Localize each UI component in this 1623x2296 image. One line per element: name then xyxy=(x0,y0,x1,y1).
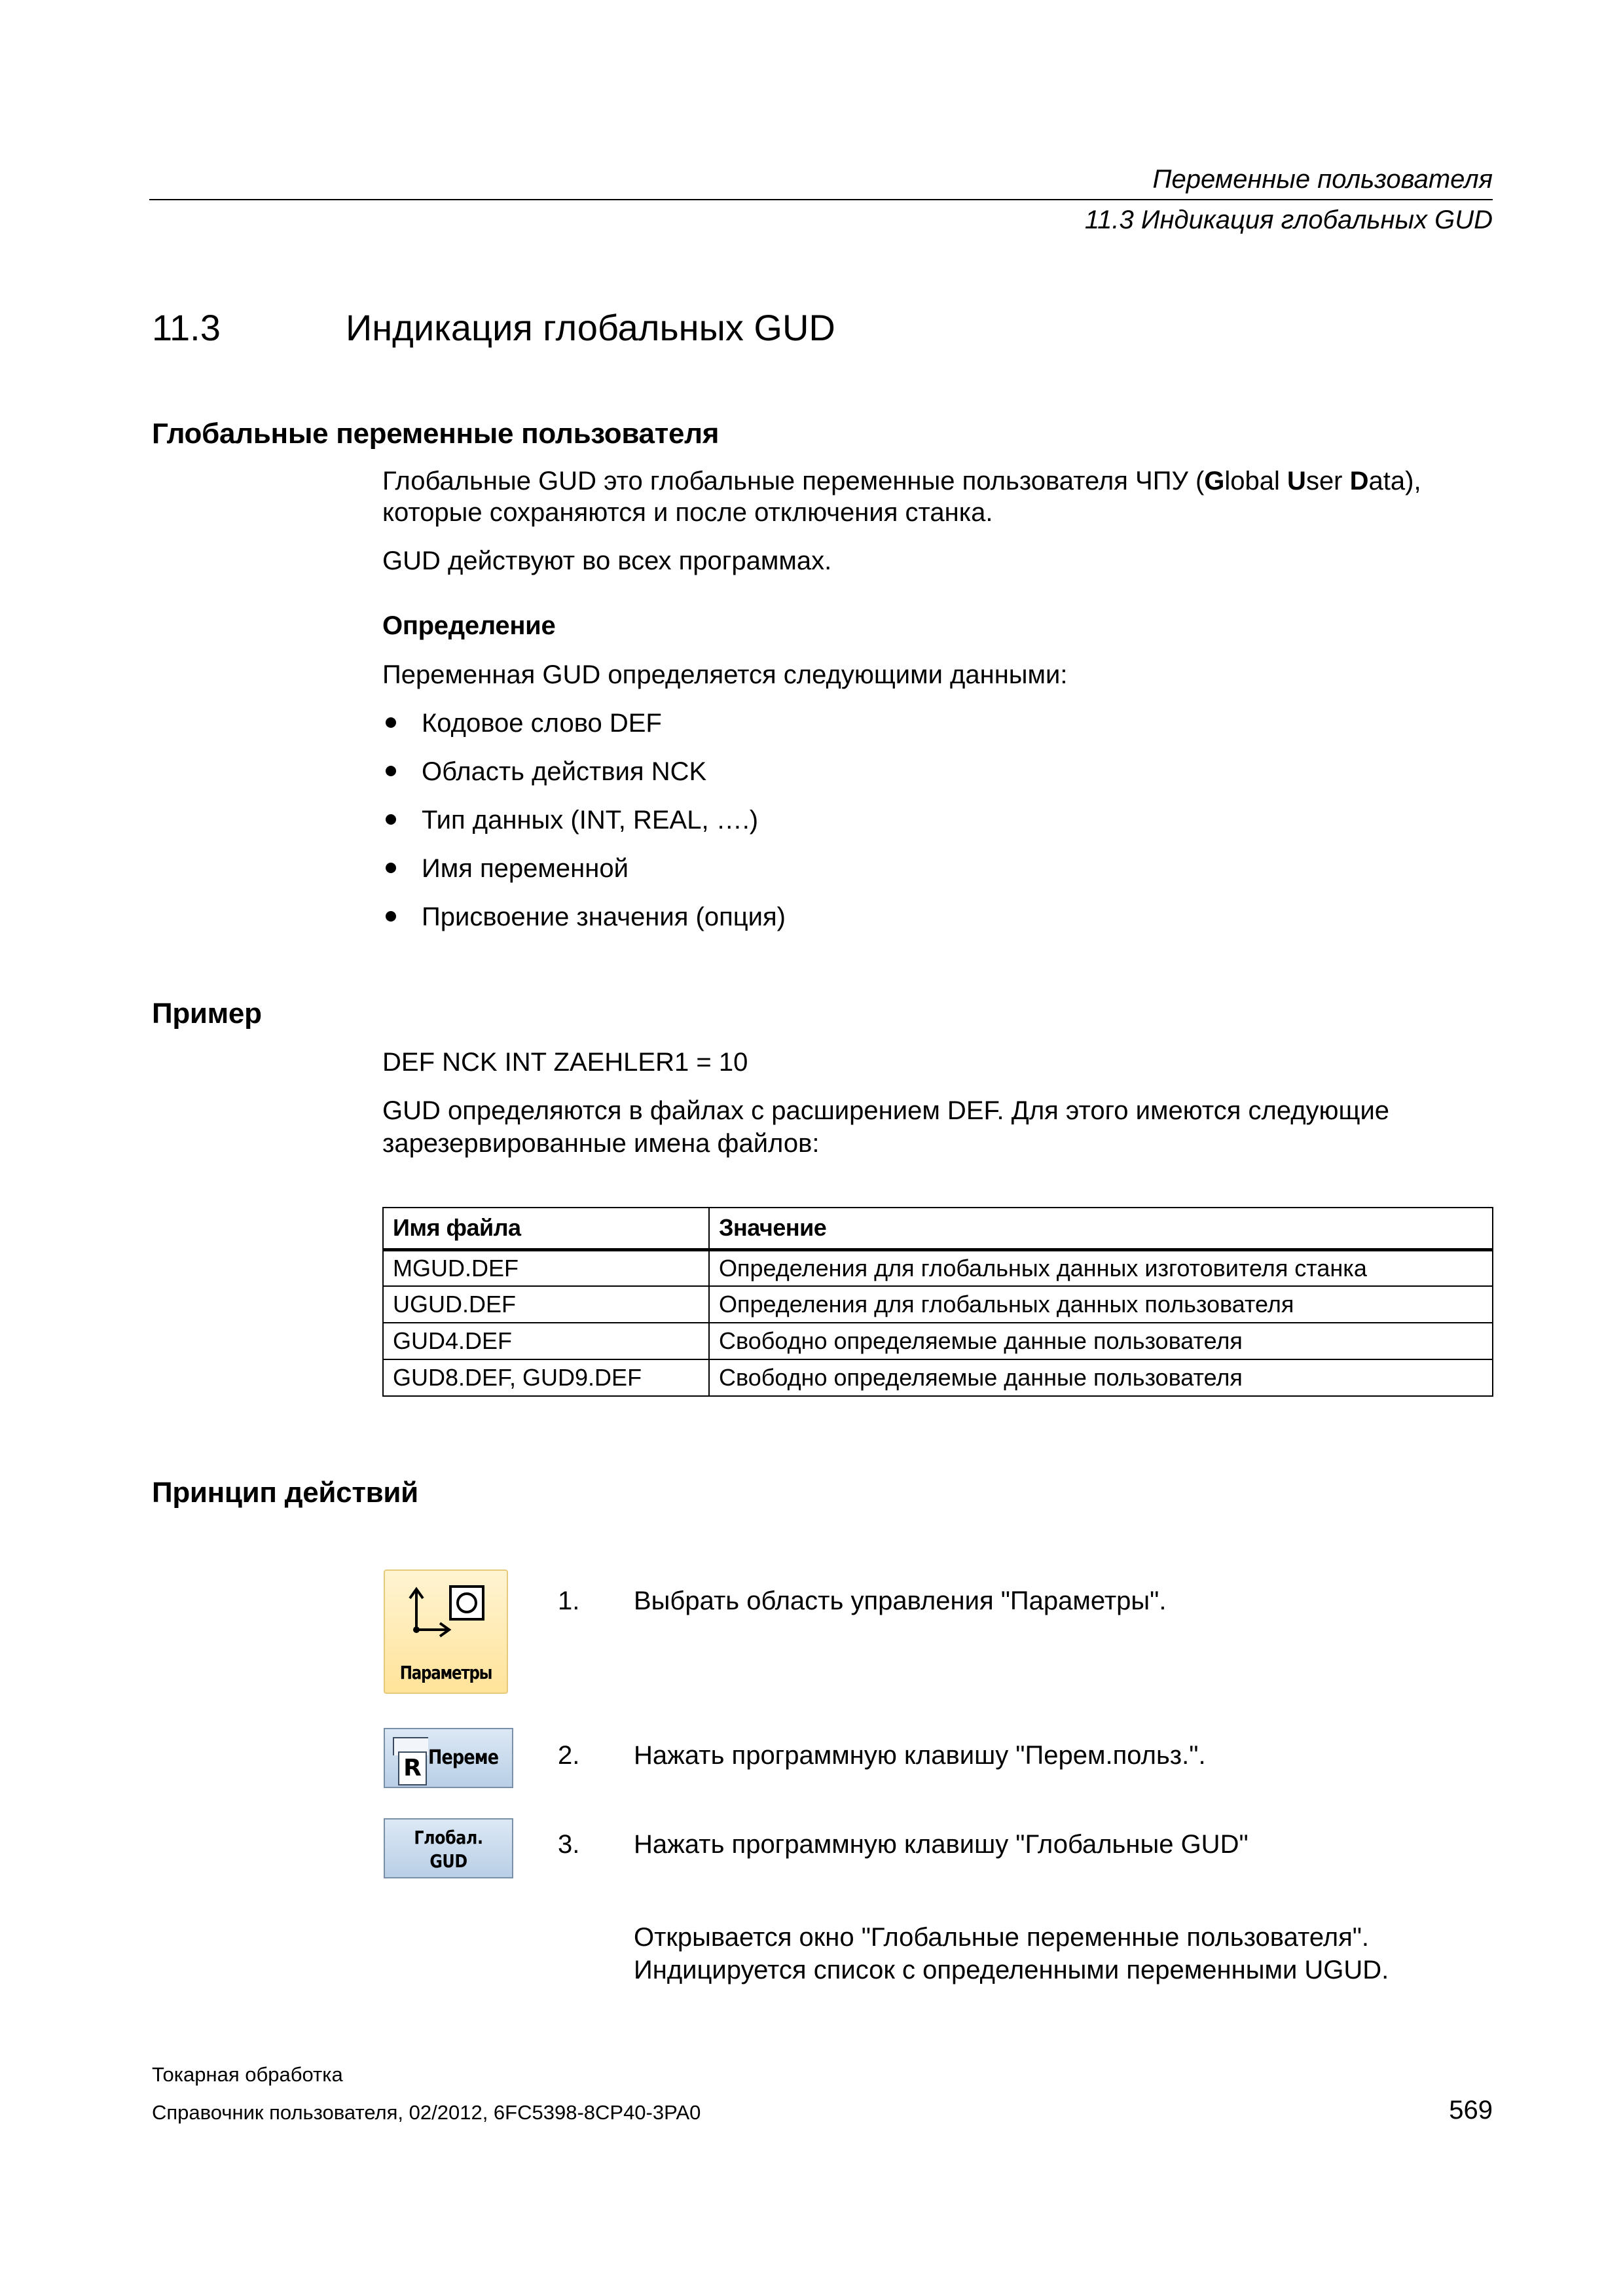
table-header-filename: Имя файла xyxy=(383,1208,709,1249)
footer-manual-info: Справочник пользователя, 02/2012, 6FC5398-8CP40-3PA0 xyxy=(152,2101,701,2124)
list-item: Область действия NCK xyxy=(422,757,707,786)
bullet-dot xyxy=(386,766,396,776)
parameters-softkey[interactable] xyxy=(384,1570,508,1694)
table-cell: Определения для глобальных данных пользователя xyxy=(709,1286,1493,1323)
bullet-dot xyxy=(386,814,396,825)
table-header-meaning: Значение xyxy=(709,1208,1493,1249)
table-cell: UGUD.DEF xyxy=(383,1286,709,1323)
result-line1: Открывается окно "Глобальные переменные пользователя". xyxy=(634,1923,1370,1952)
step-number: 1. xyxy=(558,1587,580,1615)
example-paragraph-line1: GUD определяются в файлах с расширением DEF. Для этого имеются следующие xyxy=(382,1096,1390,1125)
step-text: Выбрать область управления "Параметры". xyxy=(634,1587,1167,1615)
step-number: 2. xyxy=(558,1741,580,1770)
page-number: 569 xyxy=(1449,2096,1493,2125)
r-variable-icon: R xyxy=(398,1751,427,1785)
heading-example: Пример xyxy=(152,997,262,1030)
user-variables-softkey[interactable] xyxy=(384,1728,513,1788)
list-item: Тип данных (INT, REAL, ….) xyxy=(422,806,759,834)
global-gud-softkey[interactable] xyxy=(384,1818,513,1878)
footer-product: Токарная обработка xyxy=(152,2063,343,2086)
section-number: 11.3 xyxy=(152,307,221,348)
table-row xyxy=(383,1286,1493,1323)
table-cell: MGUD.DEF xyxy=(383,1249,709,1286)
gud-files-table xyxy=(382,1207,1493,1397)
bullet-dot xyxy=(386,911,396,922)
gud-scope-paragraph: GUD действуют во всех программах. xyxy=(382,547,832,575)
bullet-dot xyxy=(386,863,396,873)
table-cell: Свободно определяемые данные пользователя xyxy=(709,1359,1493,1396)
example-paragraph-line2: зарезервированные имена файлов: xyxy=(382,1129,820,1158)
intro-paragraph-line2: которые сохраняются и после отключения станка. xyxy=(382,498,993,527)
step-number: 3. xyxy=(558,1830,580,1859)
list-item: Присвоение значения (опция) xyxy=(422,903,786,931)
table-cell: Определения для глобальных данных изготовителя станка xyxy=(709,1249,1493,1286)
bullet-dot xyxy=(386,717,396,728)
running-header-section: 11.3 Индикация глобальных GUD xyxy=(1084,206,1493,234)
page-title: Индикация глобальных GUD xyxy=(346,307,835,348)
table-header-row xyxy=(383,1208,1493,1249)
global-gud-softkey-label: Глобал. GUD xyxy=(414,1827,483,1872)
intro-paragraph-line1: Глобальные GUD это глобальные переменные пользователя ЧПУ (Global User Data), xyxy=(382,467,1421,495)
table-row xyxy=(383,1359,1493,1396)
user-variables-softkey-label: Переме xyxy=(428,1746,499,1769)
step-text: Нажать программную клавишу "Глобальные GUD" xyxy=(634,1830,1249,1859)
definition-intro: Переменная GUD определяется следующими данными: xyxy=(382,660,1068,689)
table-row xyxy=(383,1323,1493,1359)
header-rule xyxy=(149,199,1493,200)
parameters-softkey-label: Параметры xyxy=(399,1662,492,1683)
table-cell: GUD8.DEF, GUD9.DEF xyxy=(383,1359,709,1396)
step-text: Нажать программную клавишу "Перем.польз.". xyxy=(634,1741,1206,1770)
heading-procedure: Принцип действий xyxy=(152,1477,418,1509)
table-row xyxy=(383,1249,1493,1286)
heading-global-variables: Глобальные переменные пользователя xyxy=(152,418,720,450)
table-cell: Свободно определяемые данные пользователя xyxy=(709,1323,1493,1359)
parameters-icon xyxy=(405,1583,490,1641)
result-line2: Индицируется список с определенными переменными UGUD. xyxy=(634,1956,1389,1984)
table-cell: GUD4.DEF xyxy=(383,1323,709,1359)
running-header-chapter: Переменные пользователя xyxy=(1152,165,1493,194)
list-item: Кодовое слово DEF xyxy=(422,709,662,738)
heading-definition: Определение xyxy=(382,611,556,640)
list-item: Имя переменной xyxy=(422,854,629,883)
example-code: DEF NCK INT ZAEHLER1 = 10 xyxy=(382,1048,748,1077)
